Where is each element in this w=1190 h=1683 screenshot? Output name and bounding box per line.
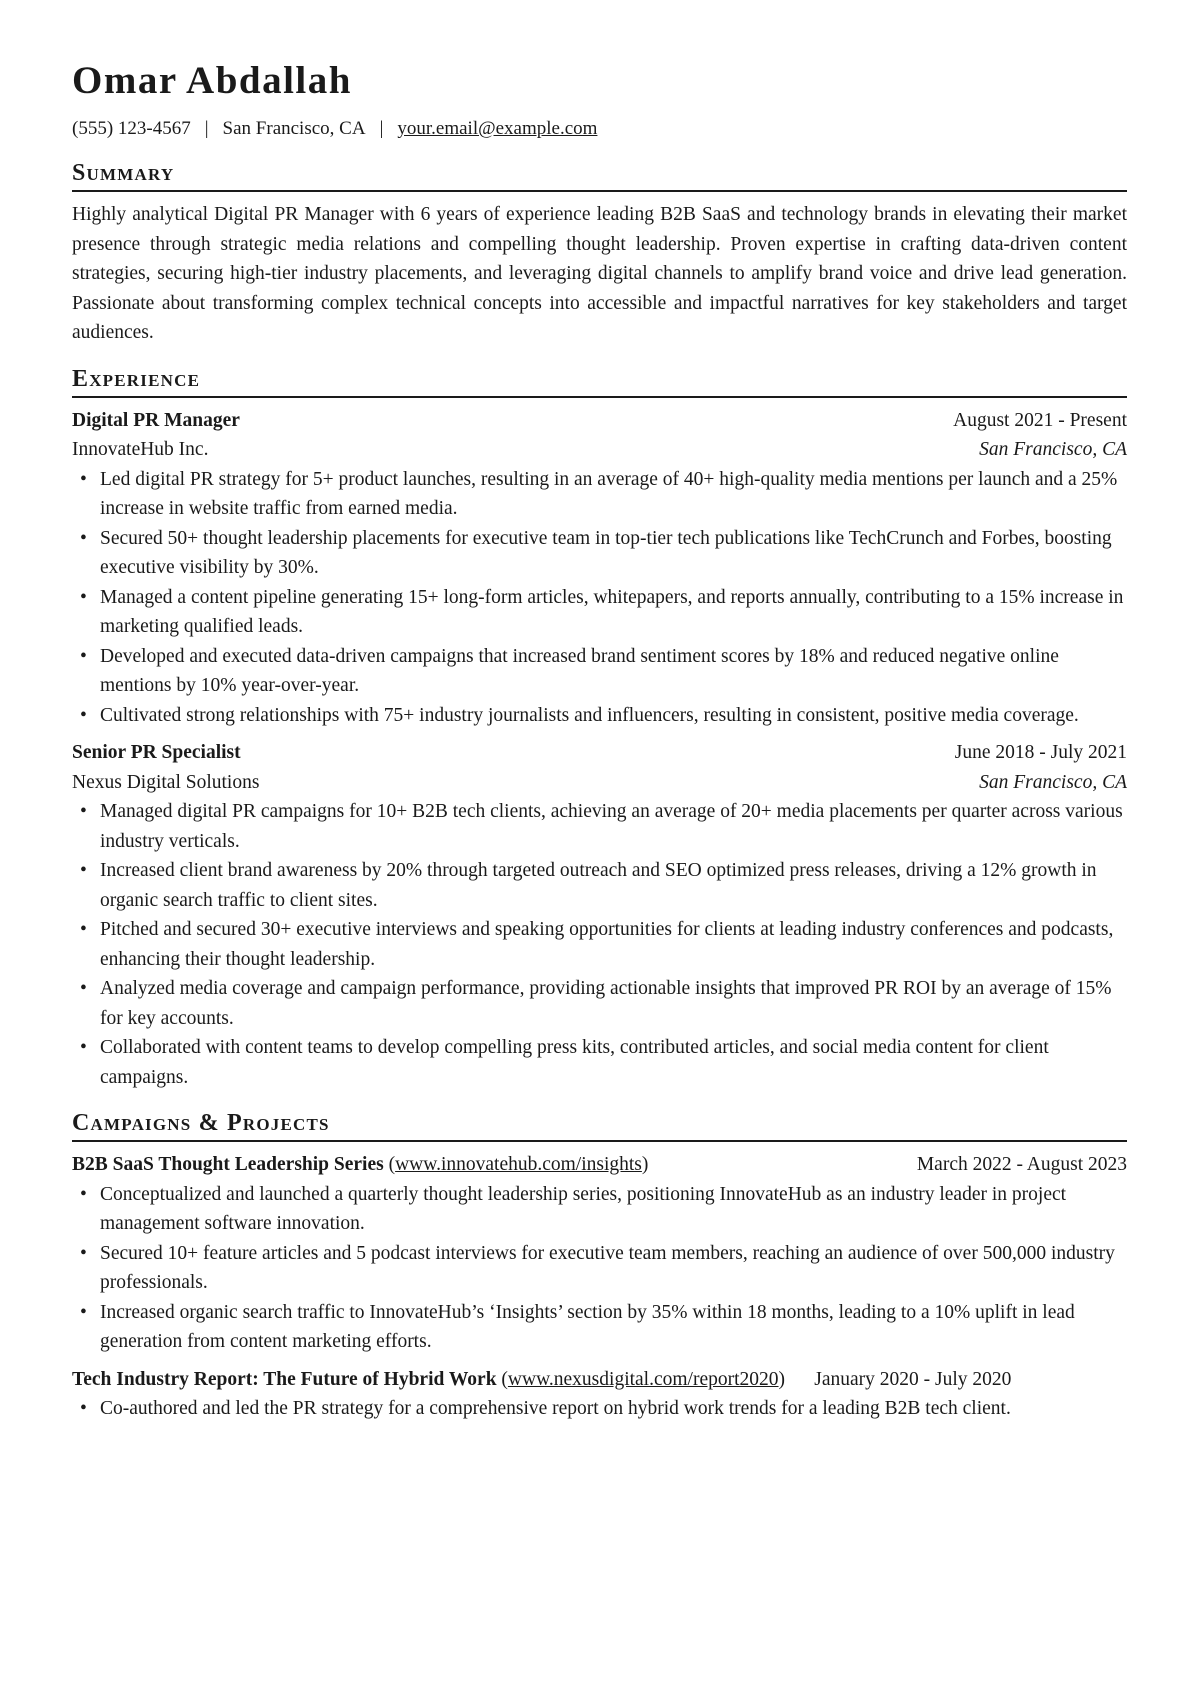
section-title-experience: Experience — [72, 364, 1127, 398]
bullet-item: • Secured 10+ feature articles and 5 podcast interviews for executive team members, reaching an audience of over 500,000 industry professionals. — [72, 1239, 1127, 1298]
project-bullets — [72, 1180, 1127, 1357]
project-dates: March 2022 - August 2023 — [916, 1154, 1127, 1175]
job-bullets — [72, 465, 1127, 731]
job-bullets — [72, 797, 1127, 1092]
project-dates: January 2020 - July 2020 — [814, 1368, 1012, 1390]
project-heading: Tech Industry Report: The Future of Hybrid Work (www.nexusdigital.com/report2020) January 2020 - July 2020 — [72, 1368, 1012, 1390]
bullet-item: • Managed a content pipeline generating 15+ long-form articles, whitepapers, and reports annually, contributing to a 15% increase in marketing qualified leads. — [72, 583, 1127, 642]
bullet-item: • Collaborated with content teams to develop compelling press kits, contributed articles, and social media content for client campaigns. — [72, 1033, 1127, 1092]
bullet-item: • Cultivated strong relationships with 75+ industry journalists and influencers, resulting in consistent, positive media coverage. — [72, 701, 1127, 731]
section-title-projects: Campaigns & Projects — [72, 1108, 1127, 1142]
bullet-item: • Increased client brand awareness by 20% through targeted outreach and SEO optimized press releases, driving a 12% growth in organic search traffic to client sites. — [72, 856, 1127, 915]
project-bullets — [72, 1394, 1127, 1424]
bullet-item: • Co-authored and led the PR strategy for a comprehensive report on hybrid work trends for a leading B2B tech client. — [72, 1394, 1127, 1424]
candidate-name: Omar Abdallah — [72, 59, 352, 102]
job-company: Nexus Digital Solutions — [72, 771, 260, 793]
contact-separator: | — [204, 118, 209, 139]
contact-separator: | — [379, 118, 384, 139]
bullet-item: • Managed digital PR campaigns for 10+ B2B tech clients, achieving an average of 20+ media placements per quarter across various industry verticals. — [72, 797, 1127, 856]
job-entry — [72, 738, 1127, 1092]
job-dates: August 2021 - Present — [953, 409, 1127, 431]
job-dates: June 2018 - July 2021 — [954, 742, 1127, 763]
email-link[interactable]: your.email@example.com — [397, 118, 598, 139]
job-company: InnovateHub Inc. — [72, 439, 209, 460]
job-role: Senior PR Specialist — [72, 742, 241, 763]
job-location: San Francisco, CA — [979, 771, 1127, 793]
bullet-item: • Developed and executed data-driven campaigns that increased brand sentiment scores by 18% and reduced negative online mentions by 10% year-over-year. — [72, 642, 1127, 701]
job-entry — [72, 406, 1127, 731]
contact-line — [72, 116, 1127, 142]
project-entry — [72, 1150, 1127, 1357]
location: San Francisco, CA — [222, 118, 366, 139]
project-name: B2B SaaS Thought Leadership Series — [72, 1154, 384, 1175]
section-title-summary: Summary — [72, 158, 1127, 192]
resume-page — [72, 58, 1127, 1432]
bullet-item: • Led digital PR strategy for 5+ product launches, resulting in an average of 40+ high-quality media mentions per launch and a 25% increase in website traffic from earned media. — [72, 465, 1127, 524]
project-name: Tech Industry Report: The Future of Hybrid Work — [72, 1368, 497, 1390]
project-link[interactable]: www.nexusdigital.com/report2020 — [507, 1368, 779, 1390]
bullet-item: • Analyzed media coverage and campaign performance, providing actionable insights that improved PR ROI by an average of 15% for key accounts. — [72, 974, 1127, 1033]
bullet-item: • Secured 50+ thought leadership placements for executive team in top-tier tech publications like TechCrunch and Forbes, boosting executive visibility by 30%. — [72, 524, 1127, 583]
project-link[interactable]: www.innovatehub.com/insights — [395, 1154, 642, 1175]
bullet-item: • Conceptualized and launched a quarterly thought leadership series, positioning InnovateHub as an industry leader in project management software innovation. — [72, 1180, 1127, 1239]
bullet-item: • Increased organic search traffic to InnovateHub’s ‘Insights’ section by 35% within 18 months, leading to a 10% uplift in lead generation from content marketing efforts. — [72, 1298, 1127, 1357]
project-entry — [72, 1365, 1127, 1424]
phone-number: (555) 123-4567 — [72, 118, 191, 139]
summary-text: Highly analytical Digital PR Manager with 6 years of experience leading B2B SaaS and technology brands in elevating their market presence through strategic media relations and compelling thought leadership. Proven expertise in crafting data-driven content strategies, securing high-tier industry placements, and leveraging digital channels to amplify brand voice and drive lead generation. Passionate about transforming complex technical concepts into accessible and impactful narratives for key stakeholders and target audiences. — [72, 204, 1127, 343]
job-location: San Francisco, CA — [979, 439, 1127, 460]
bullet-item: • Pitched and secured 30+ executive interviews and speaking opportunities for clients at leading industry conferences and podcasts, enhancing their thought leadership. — [72, 915, 1127, 974]
project-heading: B2B SaaS Thought Leadership Series (www.innovatehub.com/insights) — [72, 1154, 649, 1175]
job-role: Digital PR Manager — [72, 409, 240, 431]
